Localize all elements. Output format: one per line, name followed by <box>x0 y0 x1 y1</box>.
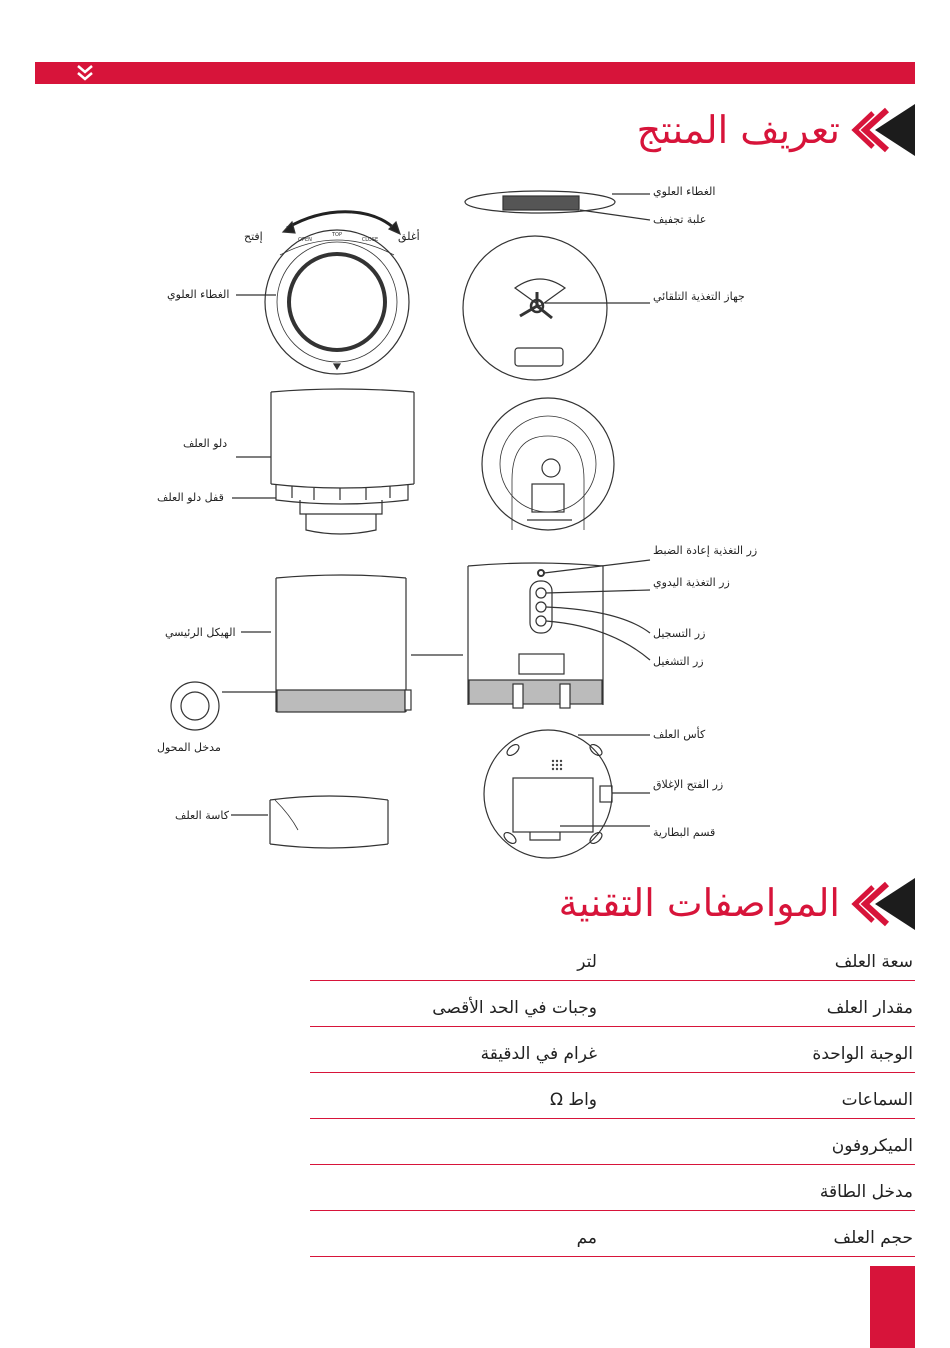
adapter-port-label: مدخل المحول <box>157 741 221 754</box>
spec-label: مدخل الطاقة <box>819 1182 913 1202</box>
spec-label: حجم العلف <box>833 1228 913 1248</box>
spec-row-portion <box>310 1027 915 1073</box>
spec-value: لتر <box>577 952 597 972</box>
food-cup-label: كأس العلف <box>653 728 706 741</box>
spec-label: الوجبة الواحدة <box>812 1044 913 1064</box>
lock-switch-label: زر الفتح الإغلاق <box>653 778 724 791</box>
spec-value: مم <box>576 1228 597 1248</box>
open-label: إفتح <box>244 230 263 243</box>
specs-section-title: المواصفات التقنية <box>558 881 840 925</box>
hopper-lock-label: قفل دلو العلف <box>157 491 224 504</box>
hopper-label: دلو العلف <box>183 437 228 450</box>
auto-feeder-label: جهاز التغذية التلقائي <box>653 290 745 303</box>
record-button-label: زر التسجيل <box>653 627 706 640</box>
ring-open-text: OPEN <box>298 237 312 243</box>
page-corner-block <box>870 1266 915 1348</box>
spec-value: غرام في الدقيقة <box>480 1044 597 1064</box>
food-bowl-label: كاسة العلف <box>175 809 229 822</box>
ring-close-text: CLOSE <box>361 237 379 243</box>
spec-label: الميكروفون <box>831 1136 913 1156</box>
section-arrow-icon <box>835 878 915 930</box>
desiccant-box-label: علبة تجفيف <box>653 213 707 226</box>
play-button-label: زر التشغيل <box>653 655 704 668</box>
product-section-title: تعريف المنتج <box>636 108 840 152</box>
spec-label: سعة العلف <box>834 952 913 972</box>
spec-row-speakers <box>310 1073 915 1119</box>
spec-row-amount <box>310 981 915 1027</box>
ring-top-text: TOP <box>331 232 343 238</box>
main-body-label: الهيكل الرئيسي <box>165 626 236 639</box>
battery-compartment-label: قسم البطارية <box>653 826 716 839</box>
spec-row-capacity <box>310 935 915 981</box>
spec-table <box>310 935 915 1257</box>
close-label: أغلق <box>398 230 420 243</box>
left-top-lid-label: الغطاء العلوي <box>167 288 230 301</box>
right-top-lid-label: الغطاء العلوي <box>653 185 716 198</box>
spec-label: مقدار العلف <box>826 998 913 1018</box>
spec-value: وجبات في الحد الأقصى <box>432 998 597 1018</box>
spec-row-kibble-size <box>310 1211 915 1257</box>
spec-value: واط Ω <box>549 1090 597 1110</box>
manual-feed-button-label: زر التغذية اليدوي <box>653 576 730 589</box>
spec-row-power-input <box>310 1165 915 1211</box>
spec-label: السماعات <box>841 1090 913 1110</box>
reset-button-label: زر التغذية إعادة الضبط <box>653 544 758 557</box>
spec-row-microphone <box>310 1119 915 1165</box>
